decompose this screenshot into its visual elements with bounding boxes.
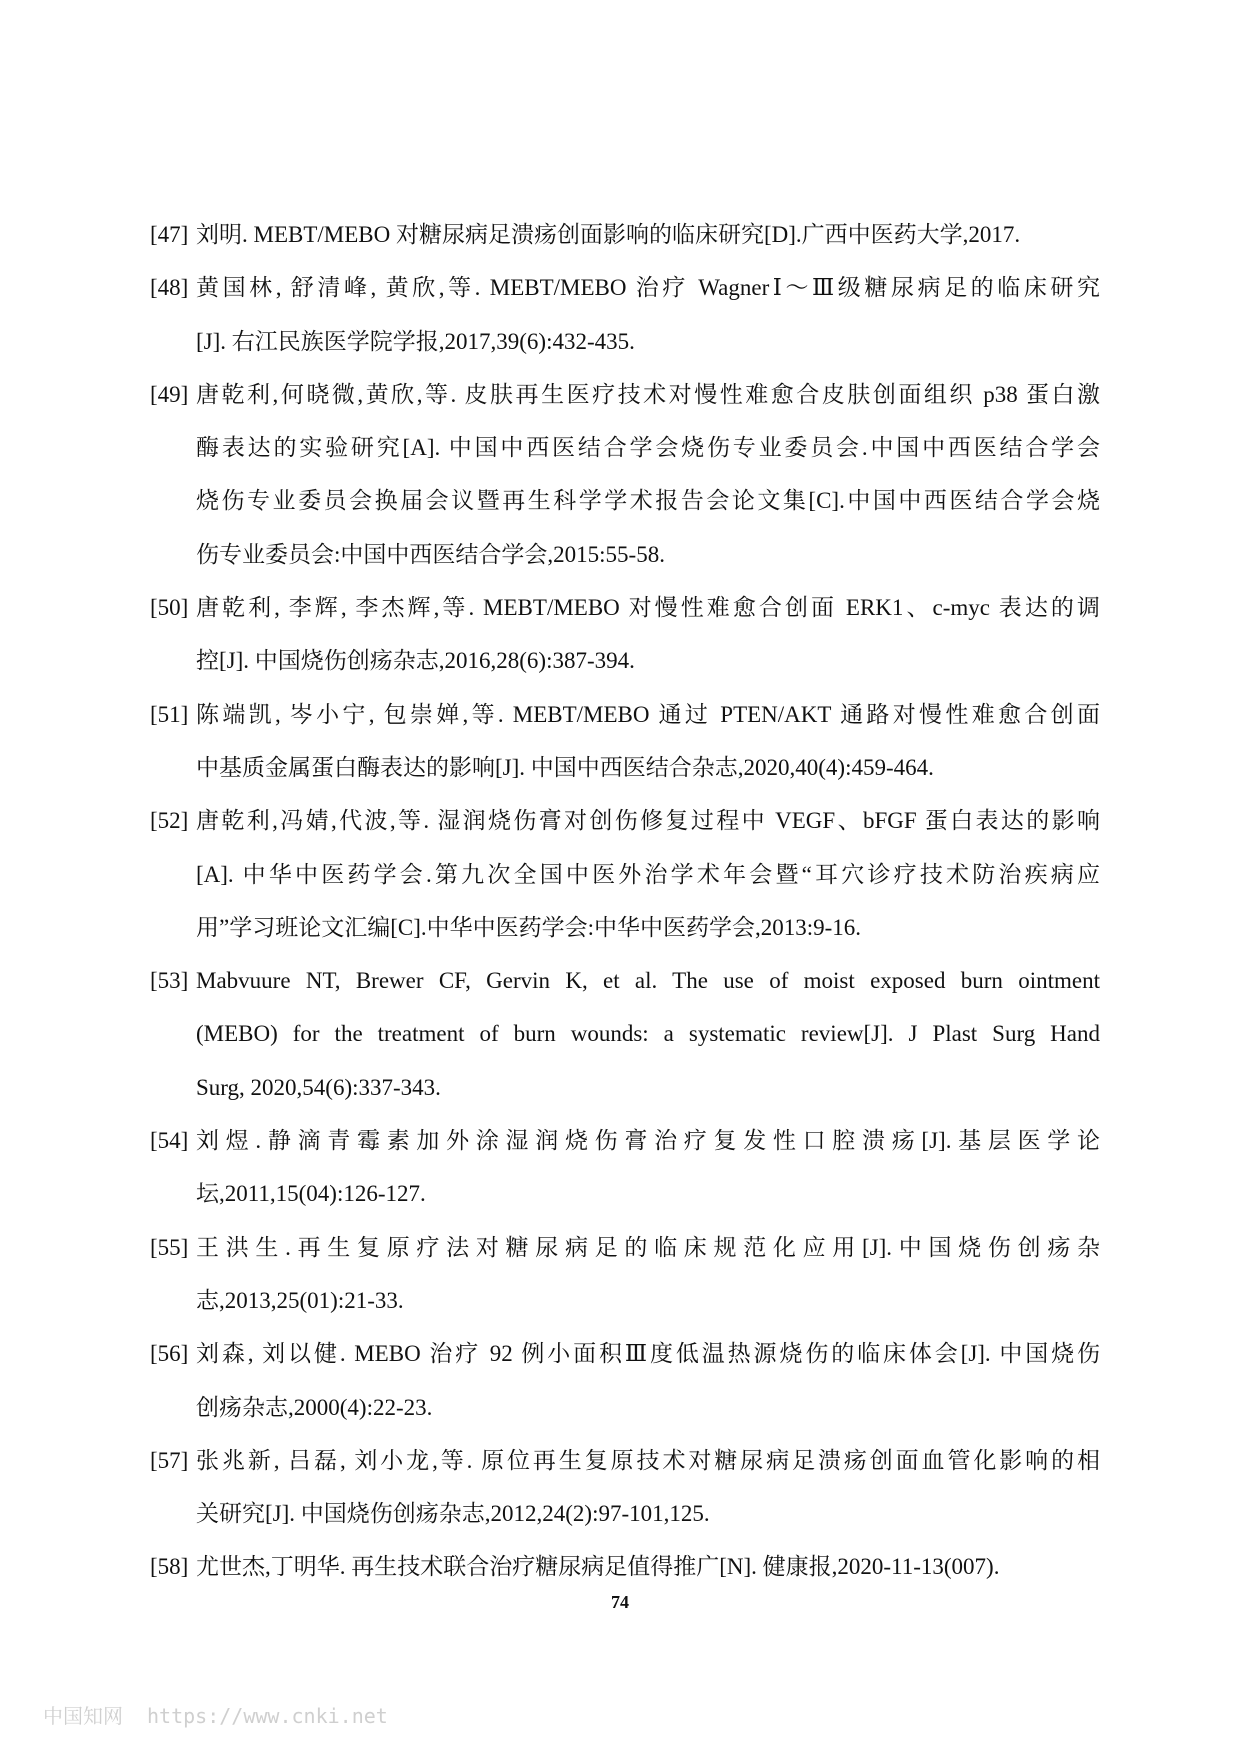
reference-item [150,368,1100,581]
reference-text [196,1327,1100,1434]
reference-line: 张兆新, 吕磊, 刘小龙,等. 原位再生复原技术对糖尿病足溃疡创面血管化影响的相 [196,1447,1100,1473]
reference-line: 唐乾利,何晓微,黄欣,等. 皮肤再生医疗技术对慢性难愈合皮肤创面组织 p38 蛋白激 [196,381,1100,407]
reference-line: [J]. 右江民族医学院学报,2017,39(6):432-435. [196,328,635,354]
reference-line: Mabvuure NT, Brewer CF, Gervin K, et al. The use of moist exposed burn ointment [196,968,1100,994]
reference-text [196,581,1100,688]
reference-list [150,208,1100,1594]
reference-number: [58] [150,1554,189,1580]
watermark-brand: 中国知网 [43,1704,123,1728]
reference-number: [53] [150,968,189,994]
reference-line: 王洪生.再生复原疗法对糖尿病足的临床规范化应用[J].中国烧伤创疡杂 [196,1234,1100,1260]
reference-text [196,1540,1100,1593]
reference-text [196,954,1100,1114]
reference-item [150,1434,1100,1541]
reference-number: [49] [150,381,189,407]
reference-item [150,208,1100,261]
reference-number: [55] [150,1234,189,1260]
reference-item [150,688,1100,795]
reference-line: 陈端凯, 岑小宁, 包崇婵,等. MEBT/MEBO 通过 PTEN/AKT 通路对慢性难愈合创面 [196,701,1100,727]
reference-line: 用”学习班论文汇编[C].中华中医药学会:中华中医药学会,2013:9-16. [196,914,862,940]
reference-text [196,208,1100,261]
watermark [43,1700,388,1729]
reference-number: [47] [150,222,189,247]
reference-text [196,1221,1100,1328]
page-number: 74 [611,1592,629,1612]
reference-text [196,1114,1100,1221]
reference-line: 伤专业委员会:中国中西医结合学会,2015:55-58. [196,541,665,567]
reference-text [196,794,1100,954]
reference-line: 黄国林, 舒清峰, 黄欣,等. MEBT/MEBO 治疗 WagnerⅠ～Ⅲ级糖尿病足的临床研究 [196,275,1100,301]
reference-number: [48] [150,275,189,301]
reference-number: [56] [150,1341,189,1367]
reference-item [150,794,1100,954]
reference-line: 刘森, 刘以健. MEBO 治疗 92 例小面积Ⅲ度低温热源烧伤的临床体会[J]. 中国烧伤 [196,1341,1100,1367]
reference-item [150,1540,1100,1593]
reference-text [196,261,1100,368]
watermark-url: https://www.cnki.net [147,1704,388,1728]
reference-line: 关研究[J]. 中国烧伤创疡杂志,2012,24(2):97-101,125. [196,1501,710,1527]
reference-line: Surg, 2020,54(6):337-343. [196,1074,441,1100]
reference-line: 唐乾利, 李辉, 李杰辉,等. MEBT/MEBO 对慢性难愈合创面 ERK1、c-myc 表达的调 [196,595,1100,621]
reference-line: 刘明. MEBT/MEBO 对糖尿病足溃疡创面影响的临床研究[D].广西中医药大学,2017. [196,222,1021,247]
reference-line: 志,2013,25(01):21-33. [196,1287,404,1313]
reference-line: 刘煜.静滴青霉素加外涂湿润烧伤膏治疗复发性口腔溃疡[J].基层医学论 [196,1128,1100,1154]
reference-item [150,954,1100,1114]
reference-item [150,261,1100,368]
reference-text [196,688,1100,795]
reference-number: [54] [150,1128,189,1154]
reference-number: [51] [150,701,189,727]
reference-text [196,368,1100,581]
reference-line: 烧伤专业委员会换届会议暨再生科学学术报告会论文集[C].中国中西医结合学会烧 [196,488,1100,514]
reference-number: [57] [150,1447,189,1473]
reference-item [150,1114,1100,1221]
reference-line: 坛,2011,15(04):126-127. [196,1181,426,1207]
reference-line: 中基质金属蛋白酶表达的影响[J]. 中国中西医结合杂志,2020,40(4):459-464. [196,754,934,780]
reference-number: [50] [150,595,189,621]
reference-number: [52] [150,808,189,834]
reference-line: [A]. 中华中医药学会.第九次全国中医外治学术年会暨“耳穴诊疗技术防治疾病应 [196,861,1100,887]
reference-line: (MEBO) for the treatment of burn wounds: a systematic review[J]. J Plast Surg Hand [196,1021,1100,1047]
reference-item [150,1327,1100,1434]
reference-line: 控[J]. 中国烧伤创疡杂志,2016,28(6):387-394. [196,648,635,674]
reference-line: 创疡杂志,2000(4):22-23. [196,1394,433,1420]
reference-item [150,581,1100,688]
reference-text [196,1434,1100,1541]
reference-item [150,1221,1100,1328]
reference-line: 酶表达的实验研究[A]. 中国中西医结合学会烧伤专业委员会.中国中西医结合学会 [196,435,1100,461]
reference-line: 唐乾利,冯婧,代波,等. 湿润烧伤膏对创伤修复过程中 VEGF、bFGF 蛋白表达的影响 [196,808,1100,834]
reference-line: 尤世杰,丁明华. 再生技术联合治疗糖尿病足值得推广[N]. 健康报,2020-11-13(007). [196,1554,1000,1580]
